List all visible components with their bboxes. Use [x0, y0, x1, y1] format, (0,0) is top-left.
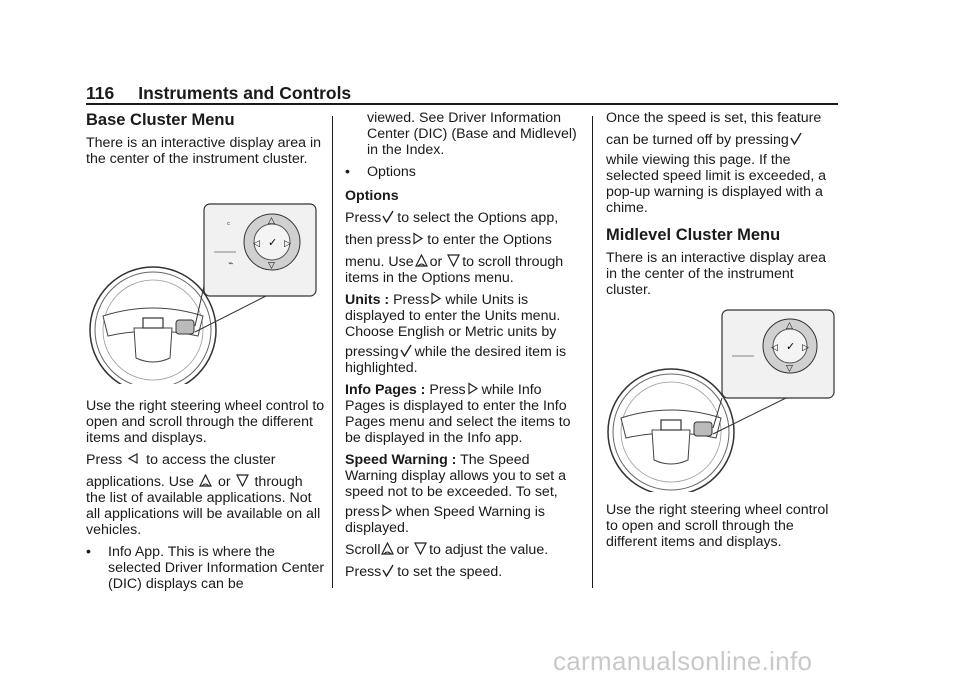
text: or	[217, 474, 231, 490]
section-title: Instruments and Controls	[138, 83, 352, 103]
info-pages-label: Info Pages :	[345, 382, 426, 398]
text: can be turned off by pressing	[606, 132, 789, 148]
select-check-icon	[382, 564, 395, 578]
base-cluster-heading: Base Cluster Menu	[86, 111, 235, 129]
svg-text:▷: ▷	[284, 239, 291, 249]
select-check-icon	[382, 210, 395, 224]
list-item	[86, 544, 326, 592]
text: Pages is displayed to enter the Info Pages menu and select the items to be displayed in the Info app.	[345, 398, 571, 446]
steering-wheel-illustration-base	[86, 198, 320, 384]
midlevel-cluster-heading: Midlevel Cluster Menu	[606, 226, 781, 244]
svg-text:⌁: ⌁	[228, 259, 234, 269]
thumbwheel-up-icon	[381, 542, 394, 556]
column-divider-1	[332, 116, 333, 588]
svg-text:◁: ◁	[771, 343, 778, 353]
select-check-icon	[400, 344, 413, 358]
svg-text:△: △	[786, 321, 793, 331]
text: Press	[429, 382, 466, 398]
text: menu. Use	[345, 254, 414, 270]
right-arrow-icon	[381, 504, 394, 518]
svg-text:ᶜ: ᶜ	[227, 221, 231, 231]
list-item	[345, 164, 585, 180]
right-arrow-icon	[412, 232, 425, 246]
text: Press	[345, 564, 382, 580]
watermark: carmanualsonline.info	[553, 646, 813, 676]
speed-warning-label: Speed Warning :	[345, 452, 457, 468]
text: Press	[86, 452, 123, 468]
bullet-text: Options	[367, 164, 416, 180]
midlevel-use-text: Use the right steering wheel control to open and scroll through the different items and displays.	[606, 502, 829, 550]
back-icon	[127, 452, 140, 466]
svg-text:✓: ✓	[268, 236, 278, 249]
text: to set the speed.	[397, 564, 503, 580]
text: to scroll through	[462, 254, 564, 270]
right-arrow-icon	[467, 382, 480, 396]
midlevel-intro: There is an interactive display area in the center of the instrument cluster.	[606, 250, 827, 298]
text: applications. Use	[86, 474, 195, 490]
bullet: •	[86, 544, 91, 560]
text: displayed to enter the Units menu. Choose English or Metric units by	[345, 308, 561, 340]
page-number: 116	[86, 83, 115, 103]
text: to access the cluster	[146, 452, 276, 468]
control-callout-box	[722, 310, 834, 398]
text: to adjust the value.	[429, 542, 549, 558]
bullet-text: Info App. This is where the selected Driver Information Center (DIC) displays can be	[108, 544, 325, 592]
text: when Speed Warning is	[395, 504, 546, 520]
select-check-icon	[790, 132, 803, 146]
text: while the desired item is	[414, 344, 567, 360]
bullet-continuation: viewed. See Driver Information Center (DIC) (Base and Midlevel) in the Index.	[367, 110, 577, 158]
thumbwheel-up-icon	[199, 474, 212, 488]
column-1	[86, 110, 322, 167]
text: highlighted.	[345, 360, 418, 376]
text: press	[345, 504, 380, 520]
column-1-lower	[86, 398, 326, 592]
steering-wheel	[90, 267, 216, 384]
column-3	[606, 110, 838, 298]
options-heading: Options	[345, 188, 399, 204]
text: to enter the Options	[427, 232, 552, 248]
text: Warning display allows you to set a speed not to be exceeded. To set,	[345, 468, 567, 500]
thumbwheel-down-icon	[236, 474, 249, 488]
applications-text: the list of available applications. Not all applications will be available on all vehicles.	[86, 490, 321, 538]
text: to select the Options app,	[397, 210, 559, 226]
page-header	[86, 82, 838, 104]
thumbwheel-up-icon	[415, 254, 428, 268]
text: or	[396, 542, 410, 558]
right-arrow-icon	[430, 292, 443, 306]
text: then press	[345, 232, 412, 248]
text: while Info	[481, 382, 542, 398]
base-use-text: Use the right steering wheel control to open and scroll through the different items and displays.	[86, 398, 325, 446]
svg-text:✓: ✓	[786, 340, 796, 353]
base-intro: There is an interactive display area in the center of the instrument cluster.	[86, 135, 322, 167]
steering-wheel-illustration-midlevel	[604, 306, 838, 492]
steering-wheel	[608, 369, 734, 492]
svg-text:◁: ◁	[253, 239, 260, 249]
column-divider-2	[592, 116, 593, 588]
text: items in the Options menu.	[345, 270, 514, 286]
text: The Speed	[460, 452, 530, 468]
text: while Units is	[445, 292, 529, 308]
column-2	[345, 110, 585, 580]
thumbwheel-down-icon	[447, 254, 460, 268]
svg-text:▽: ▽	[268, 261, 275, 271]
header-rule	[86, 103, 838, 105]
text: Press	[345, 210, 382, 226]
svg-text:▽: ▽	[786, 364, 793, 374]
text: Press	[393, 292, 430, 308]
text: or	[429, 254, 443, 270]
column-3-lower	[606, 502, 838, 550]
text: Once the speed is set, this feature	[606, 110, 822, 126]
text: while viewing this page. If the selected speed limit is exceeded, a pop-up warning is displayed with a chime.	[606, 152, 827, 216]
text: pressing	[345, 344, 399, 360]
text: Scroll	[345, 542, 381, 558]
control-callout-box	[204, 204, 316, 296]
svg-text:▷: ▷	[802, 343, 809, 353]
text: displayed.	[345, 520, 409, 536]
thumbwheel-down-icon	[414, 542, 427, 556]
units-label: Units :	[345, 292, 390, 308]
text: through	[254, 474, 303, 490]
bullet: •	[345, 164, 350, 180]
svg-text:△: △	[268, 216, 275, 226]
